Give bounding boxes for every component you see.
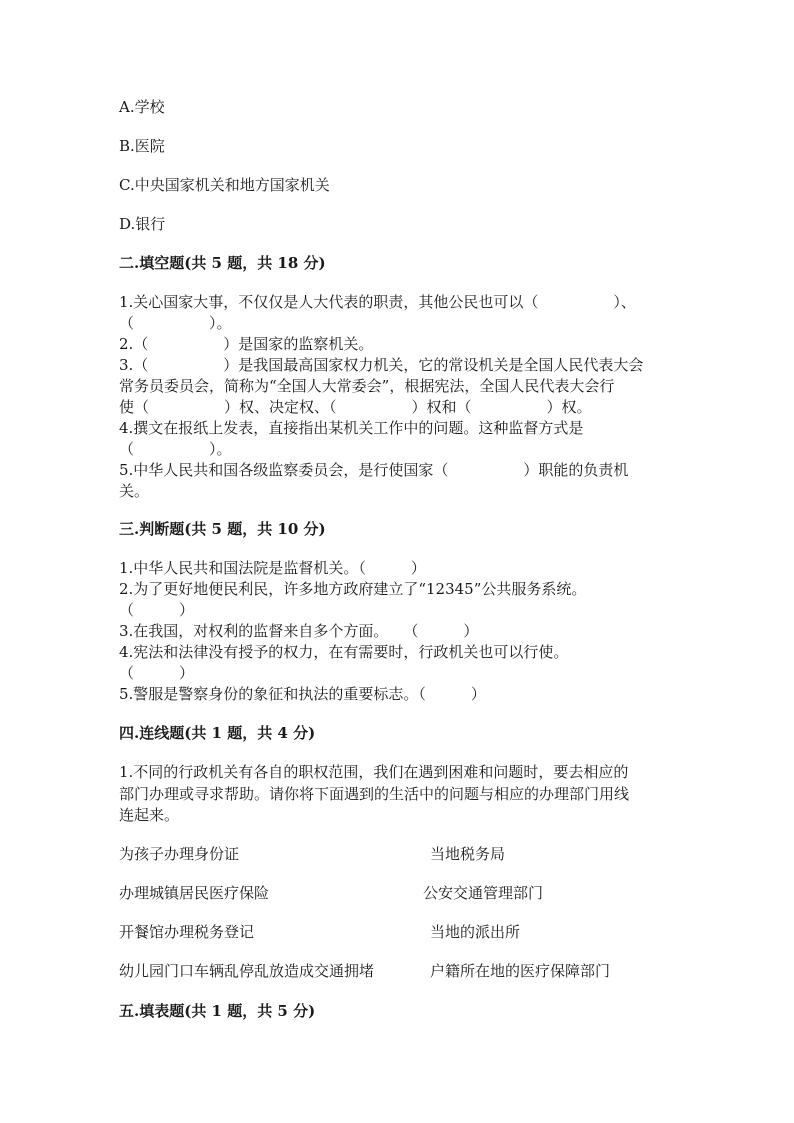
question-line: 5.中华人民共和国各级监察委员会，是行使国家（ ）职能的负责机 bbox=[119, 461, 629, 479]
question-line: 3.（ ）是我国最高国家权力机关，它的常设机关是全国人民代表大会 bbox=[119, 356, 644, 374]
question-line: （ ） bbox=[119, 601, 195, 619]
match-left-item: 开餐馆办理税务登记 bbox=[119, 923, 255, 941]
question-line: 5.警服是警察身份的象征和执法的重要标志。（ ） bbox=[119, 685, 486, 703]
question-line: 4.撰文在报纸上发表，直接指出某机关工作中的问题。这种监督方式是 bbox=[119, 419, 584, 437]
question-line: 1.关心国家大事，不仅仅是人大代表的职责，其他公民也可以（ ）、 bbox=[119, 293, 636, 311]
option-d: D.银行 bbox=[119, 215, 166, 233]
match-left-item: 幼儿园门口车辆乱停乱放造成交通拥堵 bbox=[119, 962, 375, 980]
question-line: 4.宪法和法律没有授予的权力，在有需要时，行政机关也可以行使。 bbox=[119, 643, 569, 661]
match-right-item: 当地税务局 bbox=[430, 845, 506, 863]
option-a: A.学校 bbox=[119, 98, 165, 116]
match-left-item: 为孩子办理身份证 bbox=[119, 845, 240, 863]
question-line: 2.为了更好地便民利民，许多地方政府建立了“12345”公共服务系统。 bbox=[119, 580, 587, 598]
question-line: 连起来。 bbox=[119, 806, 180, 824]
section-heading-fill-blank: 二.填空题(共 5 题，共 18 分) bbox=[119, 254, 326, 272]
question-line: 2.（ ）是国家的监察机关。 bbox=[119, 335, 374, 353]
question-line: （ ）。 bbox=[119, 314, 232, 332]
match-right-item: 当地的派出所 bbox=[430, 923, 521, 941]
section-heading-matching: 四.连线题(共 1 题，共 4 分) bbox=[119, 724, 316, 742]
question-line: 1.中华人民共和国法院是监督机关。（ ） bbox=[119, 559, 426, 577]
question-line: 常务员委员会，简称为“全国人大常委会”，根据宪法，全国人民代表大会行 bbox=[119, 377, 615, 395]
question-line: 使（ ）权、决定权、（ ）权和（ ）权。 bbox=[119, 398, 592, 416]
question-line: 关。 bbox=[119, 482, 150, 500]
match-left-item: 办理城镇居民医疗保险 bbox=[119, 884, 270, 902]
question-line: （ ） bbox=[119, 664, 195, 682]
match-right-item: 公安交通管理部门 bbox=[423, 884, 544, 902]
option-b: B.医院 bbox=[119, 137, 165, 155]
question-line: （ ）。 bbox=[119, 440, 232, 458]
section-heading-true-false: 三.判断题(共 5 题，共 10 分) bbox=[119, 520, 326, 538]
question-line: 1.不同的行政机关有各自的职权范围，我们在遇到困难和问题时，要去相应的 bbox=[119, 763, 629, 781]
section-heading-fill-table: 五.填表题(共 1 题，共 5 分) bbox=[119, 1002, 316, 1020]
option-c: C.中央国家机关和地方国家机关 bbox=[119, 176, 330, 194]
match-right-item: 户籍所在地的医疗保障部门 bbox=[430, 962, 611, 980]
question-line: 部门办理或寻求帮助。请你将下面遇到的生活中的问题与相应的办理部门用线 bbox=[119, 785, 630, 803]
question-line: 3.在我国，对权利的监督来自多个方面。 （ ） bbox=[119, 622, 479, 640]
